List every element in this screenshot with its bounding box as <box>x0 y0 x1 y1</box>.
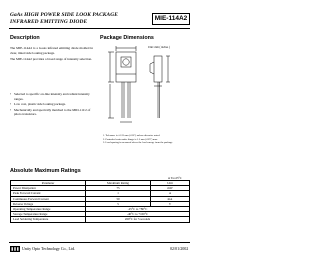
absolute-max-table <box>10 180 190 223</box>
feature-item: • Mechanically and spectrally matched to the MID-11C2 of photo transistors. <box>10 107 91 117</box>
table-row <box>11 217 190 222</box>
header-divider <box>9 28 190 29</box>
company-name: Unity Opto Technology Co., Ltd. <box>22 246 76 251</box>
bullet-icon: • <box>10 107 12 112</box>
column-header: Unit <box>151 181 190 186</box>
document-code: 02/01/2002 <box>170 246 189 251</box>
column-header: Parameter <box>11 181 86 186</box>
parameter-cell: Continuous Forward Current <box>11 196 86 201</box>
column-header: Maximum Rating <box>86 181 151 186</box>
parameter-cell: Lead Soldering Temperature <box>11 217 86 222</box>
part-number-box: MIE-114A2 <box>152 13 190 25</box>
package-dimensions-drawing <box>100 46 190 132</box>
feature-item: • Selected to specific on-line intensity and radiant intensity ranges. <box>10 92 90 101</box>
rating-cell: -25°C to +80°C <box>86 207 190 212</box>
package-note: 1. Tolerance is ±0.25 mm (.010") unless otherwise noted. <box>103 134 161 137</box>
bullet-icon: • <box>10 102 12 107</box>
parameter-cell: Operating Temperature Range <box>11 207 86 212</box>
description-heading: Description <box>10 35 40 41</box>
unit-cell: mW <box>151 186 190 191</box>
rating-cell: 5 <box>86 201 151 206</box>
description-paragraph-2: The MIE-114A2 provides a broad range of intensity selection. <box>10 57 93 62</box>
bullet-icon: • <box>10 92 12 96</box>
description-paragraph-1: The MIE-114A2 is a GaAs infrared emitting diode molded in clear, tinted side looking package. <box>10 46 93 55</box>
package-dimensions-heading: Package Dimensions <box>100 35 154 41</box>
unit-cell: mA <box>151 196 190 201</box>
description-text <box>10 46 93 64</box>
package-notes <box>103 134 193 145</box>
unit-cell: V <box>151 201 190 206</box>
feature-item: • Low cost, plastic side looking package. <box>10 102 66 107</box>
parameter-cell: Storage Temperature Range <box>11 212 86 217</box>
units-note: Unit: mm ( inches ) <box>148 46 170 49</box>
package-note: 2. Protruded resin under flange is 1.5 mm (.059") max. <box>103 137 158 141</box>
parameter-cell: Power Dissipation <box>11 186 86 191</box>
rating-cell: 50 <box>86 196 151 201</box>
ambient-temp-note: at Ta=25°C <box>168 176 182 180</box>
unit-cell: A <box>151 191 190 196</box>
parameter-cell: Peak Forward Current <box>11 191 86 196</box>
package-body-side <box>154 56 162 82</box>
absolute-max-heading: Absolute Maximum Ratings <box>10 168 81 174</box>
rating-cell: 75 <box>86 186 151 191</box>
company-logo-icon <box>10 246 20 252</box>
rating-cell: -40°C to +100°C <box>86 212 190 217</box>
parameter-cell: Reverse Voltage <box>11 201 86 206</box>
footer-divider <box>9 242 190 243</box>
feature-list <box>10 92 94 118</box>
title-line-2: INFRARED EMITTING DIODE <box>10 19 88 25</box>
rating-cell: 260°C for 5 seconds <box>86 217 190 222</box>
lens-bump <box>150 62 154 74</box>
title-line-1: GaAs HIGH POWER SIDE LOOK PACKAGE <box>10 12 118 18</box>
rating-cell: 1 <box>86 191 151 196</box>
package-note: 3. Lead spacing is measured where the lead emerge from the package. <box>103 141 173 144</box>
